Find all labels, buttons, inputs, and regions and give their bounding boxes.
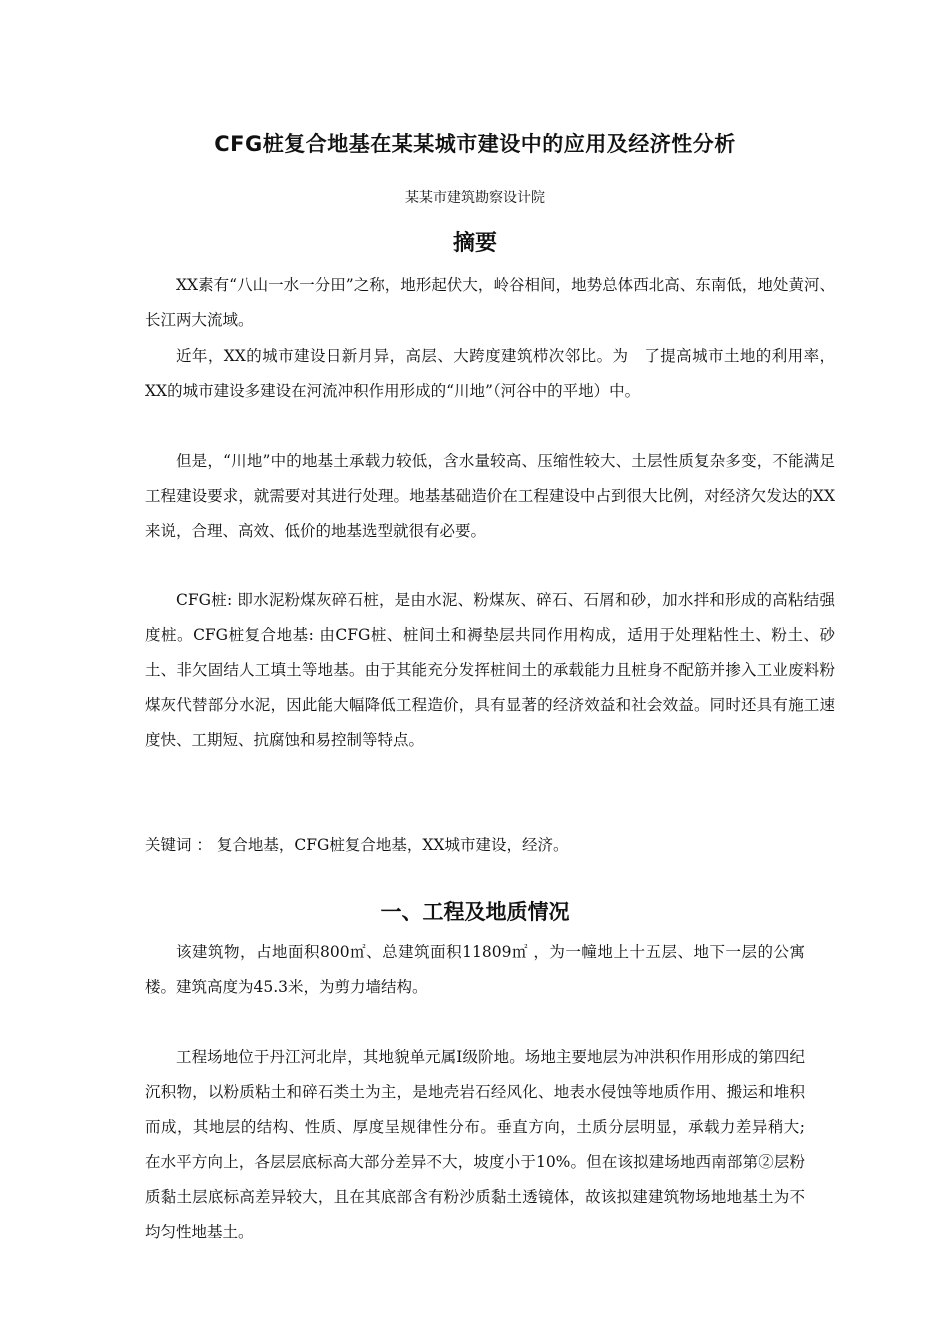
abstract-heading: 摘要	[452, 231, 497, 256]
abstract-paragraph-2: 近年，XX的城市建设日新月异，高层、大跨度建筑栉次邻比。为 了提高城市土地的利用率，XX的城市建设多建设在河流冲积作用形成的“川地”（河谷中的平地）中。	[145, 347, 835, 400]
document-title: CFG桩复合地基在某某城市建设中的应用及经济性分析	[214, 132, 736, 156]
keywords-text: 复合地基，CFG桩复合地基，XX城市建设，经济。	[216, 836, 569, 854]
keywords-line	[145, 828, 835, 863]
abstract-paragraph-4: CFG桩: 即水泥粉煤灰碎石桩，是由水泥、粉煤灰、碎石、石屑和砂，加水拌和形成的高粘结强度桩。CFG桩复合地基: 由CFG桩、桩间土和褥垫层共同作用构成，适用于处理粘性土、粉土、砂土、非欠固结人工填土等地基。由于其能充分发挥桩间土的承载能力且桩身不配筋并掺入工业废料粉煤灰代替部分水泥，因此能大幅降低工程造价，具有显著的经济效益和社会效益。同时还具有施工速度快、工期短、抗腐蚀和易控制等特点。	[145, 591, 835, 749]
section-heading-1: 一、工程及地质情况	[380, 900, 570, 924]
document-author: 某某市建筑勘察设计院	[405, 190, 545, 206]
abstract-paragraph-1: XX素有“八山一水一分田”之称，地形起伏大，岭谷相间，地势总体西北高、东南低，地处黄河、长江两大流域。	[145, 276, 835, 329]
abstract-paragraph-3: 但是，“川地”中的地基土承载力较低，含水量较高、压缩性较大、土层性质复杂多变，不能满足工程建设要求，就需要对其进行处理。地基基础造价在工程建设中占到很大比例，对经济欠发达的XX来说，合理、高效、低价的地基选型就很有必要。	[145, 452, 835, 540]
section1-paragraph-1: 该建筑物，占地面积800㎡、总建筑面积11809㎡ ，为一幢地上十五层、地下一层的公寓楼。建筑高度为45.3米，为剪力墙结构。	[145, 943, 805, 996]
keywords-label: 关键词 ：	[145, 836, 212, 854]
section1-paragraph-2: 工程场地位于丹江河北岸，其地貌单元属Ⅰ级阶地。场地主要地层为冲洪积作用形成的第四纪沉积物，以粉质粘土和碎石类土为主，是地壳岩石经风化、地表水侵蚀等地质作用、搬运和堆积而成，其地层的结构、性质、厚度呈规律性分布。垂直方向，土质分层明显，承载力差异稍大; 在水平方向上，各层层底标高大部分差异不大，坡度小于10%。但在该拟建场地西南部第②层粉质黏土层底标高差异较大，且在其底部含有粉沙质黏土透镜体，故该拟建建筑物场地地基土为不均匀性地基土。	[145, 1048, 805, 1241]
